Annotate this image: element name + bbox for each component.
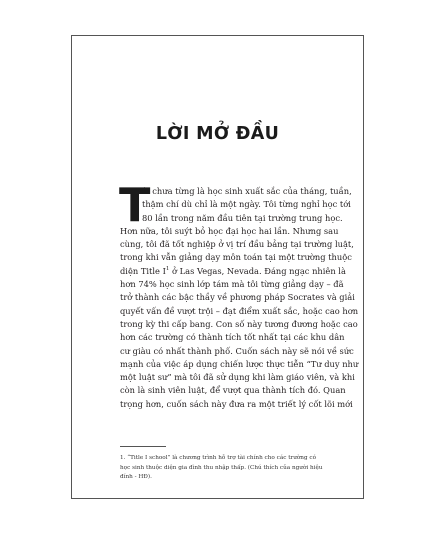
text-line: trong kỳ thi cấp bang. Con số này tương đương hoặc cao	[120, 318, 358, 329]
text-line: trong khi vẫn giảng dạy môn toán tại một trường thuộc	[120, 252, 352, 263]
text-line	[120, 265, 346, 278]
text-line: trọng hơn, cuốn sách này đưa ra một triết lý cốt lõi mới	[120, 398, 353, 409]
text-line: một luật sư” mà tôi đã sử dụng khi làm giáo viên, và khi	[120, 372, 355, 383]
text-line: cùng, tôi đã tốt nghiệp ở vị trí đầu bảng tại trường luật,	[120, 239, 354, 250]
text-line: trở thành các bậc thầy về phương pháp Socrates và giải	[120, 292, 355, 303]
text-line: hơn các trường có thành tích tốt nhất tại các khu dân	[120, 332, 345, 343]
text-line: hơn 74% học sinh lớp tám mà tôi từng giảng dạy – đã	[120, 279, 344, 290]
text-line: còn là sinh viên luật, để vượt qua thành tích đó. Quan	[120, 385, 346, 396]
text-line: ôi chưa từng là học sinh xuất sắc của tháng, tuần,	[142, 186, 352, 196]
text-line: mạnh của việc áp dụng chiến lược thực tiễn “Tư duy như	[120, 358, 359, 369]
footnote-line: học sinh thuộc diện gia đình thu nhập thấp. (Chú thích của người hiệu	[120, 464, 323, 471]
text-line: cư giàu có nhất thành phố. Cuốn sách này sẽ nói về sức	[120, 345, 354, 356]
text-line: Hơn nữa, tôi suýt bỏ học đại học hai lần. Nhưng sau	[120, 225, 339, 236]
footnote-reference[interactable]: 1	[165, 266, 170, 273]
footnote-line: đính - HĐ).	[120, 474, 152, 480]
text-fragment: ở Las Vegas, Nevada. Đáng ngạc nhiên là	[169, 265, 346, 276]
chapter-title: LỜI MỞ ĐẦU	[155, 124, 280, 144]
text-line: quyết vấn đề vượt trội – đạt điểm xuất sắc, hoặc cao hơn	[120, 305, 359, 316]
footnote-divider	[120, 446, 166, 447]
body-paragraph	[119, 178, 359, 411]
text-fragment: diện Title I	[120, 265, 166, 276]
footnote-line: 1. “Title I school” là chương trình hỗ trợ tài chính cho các trường có	[120, 455, 317, 461]
footnote	[120, 454, 323, 483]
text-line: 80 lần trong năm đầu tiên tại trường trung học.	[142, 212, 343, 223]
book-page	[71, 35, 364, 499]
drop-cap: T	[119, 178, 151, 232]
text-line: thậm chí dù chỉ là một ngày. Tôi từng nghỉ học tới	[142, 199, 351, 210]
